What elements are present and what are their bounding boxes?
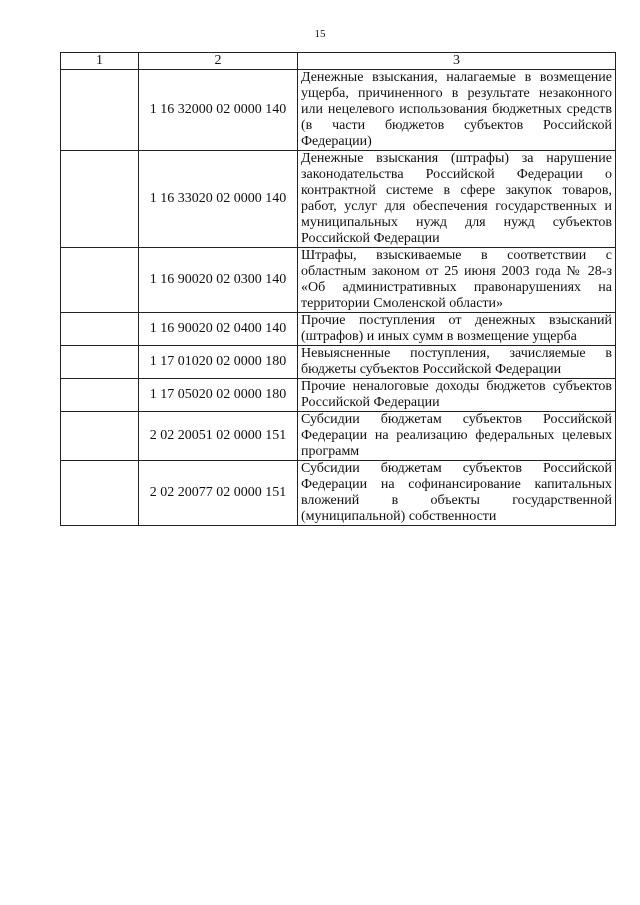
description-cell: Денежные взыскания (штрафы) за нарушение законодательства Российской Федерации о контрактной системе в сфере закупок товаров, работ, услуг для обеспечения государственных и муниципальных нужд для нужд субъектов Российской Федерации: [298, 151, 616, 248]
description-cell: Невыясненные поступления, зачисляемые в бюджеты субъектов Российской Федерации: [298, 346, 616, 379]
budget-code-cell: 1 16 33020 02 0000 140: [139, 151, 298, 248]
column-header-1: 1: [61, 53, 139, 70]
table-row: [61, 313, 616, 346]
description-cell: Прочие неналоговые доходы бюджетов субъектов Российской Федерации: [298, 379, 616, 412]
row-number-cell: [61, 412, 139, 461]
row-number-cell: [61, 151, 139, 248]
table-row: [61, 412, 616, 461]
description-cell: Субсидии бюджетам субъектов Российской Федерации на реализацию федеральных целевых программ: [298, 412, 616, 461]
description-cell: Субсидии бюджетам субъектов Российской Федерации на софинансирование капитальных вложений в объекты государственной (муниципальной) собственности: [298, 461, 616, 526]
table-row: [61, 379, 616, 412]
budget-code-cell: 2 02 20077 02 0000 151: [139, 461, 298, 526]
description-cell: Денежные взыскания, налагаемые в возмещение ущерба, причиненного в результате незаконного или нецелевого использования бюджетных средств (в части бюджетов субъектов Российской Федерации): [298, 70, 616, 151]
budget-code-cell: 2 02 20051 02 0000 151: [139, 412, 298, 461]
budget-code-cell: 1 17 01020 02 0000 180: [139, 346, 298, 379]
row-number-cell: [61, 461, 139, 526]
description-cell: Прочие поступления от денежных взысканий (штрафов) и иных сумм в возмещение ущерба: [298, 313, 616, 346]
row-number-cell: [61, 70, 139, 151]
table-row: [61, 151, 616, 248]
table-header-row: [61, 53, 616, 70]
table-row: [61, 346, 616, 379]
column-header-2: 2: [139, 53, 298, 70]
row-number-cell: [61, 379, 139, 412]
table-row: [61, 248, 616, 313]
budget-code-cell: 1 16 90020 02 0400 140: [139, 313, 298, 346]
revenue-codes-table: [60, 52, 616, 526]
budget-code-cell: 1 17 05020 02 0000 180: [139, 379, 298, 412]
row-number-cell: [61, 313, 139, 346]
row-number-cell: [61, 248, 139, 313]
column-header-3: 3: [298, 53, 616, 70]
table-row: [61, 70, 616, 151]
page-number: 15: [314, 28, 326, 40]
table-row: [61, 461, 616, 526]
budget-code-cell: 1 16 32000 02 0000 140: [139, 70, 298, 151]
budget-code-cell: 1 16 90020 02 0300 140: [139, 248, 298, 313]
description-cell: Штрафы, взыскиваемые в соответствии с областным законом от 25 июня 2003 года № 28-з «Об административных правонарушениях на территории Смоленской области»: [298, 248, 616, 313]
row-number-cell: [61, 346, 139, 379]
